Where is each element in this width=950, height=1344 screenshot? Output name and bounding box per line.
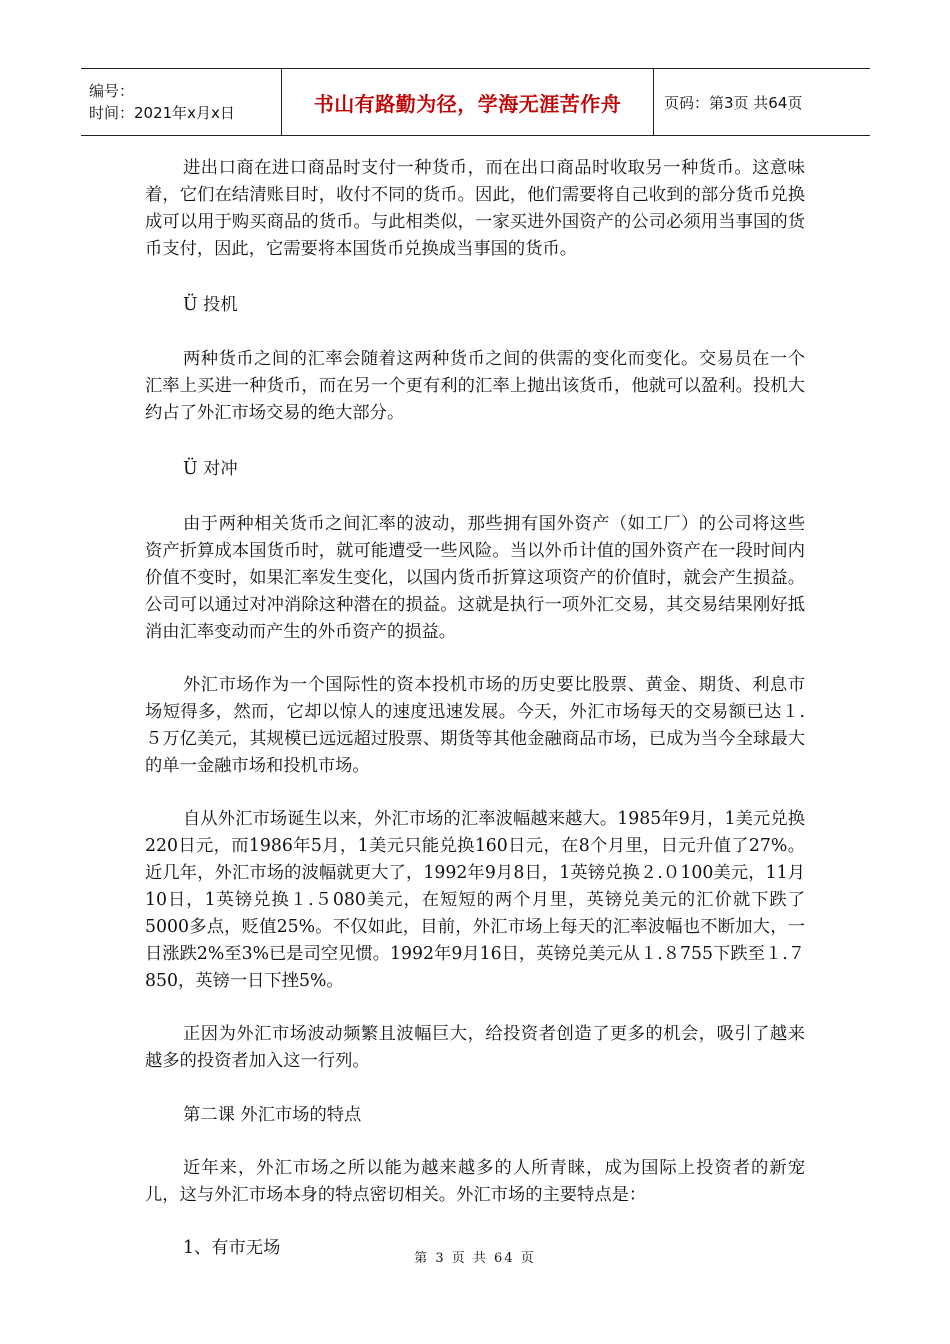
document-body (145, 155, 805, 1262)
page-footer: 第 3 页 共 64 页 (414, 1251, 536, 1266)
page-header (81, 68, 870, 136)
section-bullet-hedging: Ü 对冲 (183, 459, 238, 479)
paragraph: 两种货币之间的汇率会随着这两种货币之间的供需的变化而变化。交易员在一个汇率上买进一种货币，而在另一个更有利的汇率上抛出该货币，他就可以盈利。投机大约占了外汇市场交易的绝大部分。 (145, 349, 805, 423)
paragraph: 外汇市场作为一个国际性的资本投机市场的历史要比股票、黄金、期货、利息市场短得多，然而，它却以惊人的速度迅速发展。今天，外汇市场每天的交易额已达１.５万亿美元，其规模已远远超过股票、期货等其他金融商品市场，已成为当今全球最大的单一金融市场和投机市场。 (145, 675, 805, 776)
section-bullet-speculation: Ü 投机 (183, 295, 238, 315)
paragraph: 近年来，外汇市场之所以能为越来越多的人所青睐，成为国际上投资者的新宠儿，这与外汇市场本身的特点密切相关。外汇市场的主要特点是： (145, 1158, 805, 1205)
header-motto-cell (282, 69, 654, 135)
document-number-label: 编号： (89, 82, 135, 100)
subheading: 1、有市无场 (183, 1238, 281, 1258)
paragraph: 由于两种相关货币之间汇率的波动，那些拥有国外资产（如工厂）的公司将这些资产折算成本国货币时，就可能遭受一些风险。当以外币计值的国外资产在一段时间内价值不变时，如果汇率发生变化，以国内货币折算这项资产的价值时，就会产生损益。公司可以通过对冲消除这种潜在的损益。这就是执行一项外汇交易，其交易结果刚好抵消由汇率变动而产生的外币资产的损益。 (145, 514, 805, 642)
paragraph: 自从外汇市场诞生以来，外汇市场的汇率波幅越来越大。1985年9月，1美元兑换220日元，而1986年5月，1美元只能兑换160日元，在8个月里，日元升值了27%。近几年，外汇市场的波幅就更大了，1992年9月8日，1英镑兑换２.０100美元，11月10日，1英镑兑换１.５080美元，在短短的两个月里，英镑兑美元的汇价就下跌了5000多点，贬值25%。不仅如此，目前，外汇市场上每天的汇率波幅也不断加大，一日涨跌2%至3%已是司空见惯。1992年9月16日，英镑兑美元从１.８755下跌至１.７850，英镑一日下挫5%。 (145, 809, 805, 991)
document-time-label: 时间：2021年x月x日 (89, 104, 235, 122)
header-motto: 书山有路勤为径，学海无涯苦作舟 (313, 91, 622, 116)
header-meta (81, 69, 282, 135)
lesson-heading: 第二课 外汇市场的特点 (183, 1105, 362, 1125)
paragraph: 进出口商在进口商品时支付一种货币，而在出口商品时收取另一种货币。这意味着，它们在结清账目时，收付不同的货币。因此，他们需要将自己收到的部分货币兑换成可以用于购买商品的货币。与此相类似，一家买进外国资产的公司必须用当事国的货币支付，因此，它需要将本国货币兑换成当事国的货币。 (145, 158, 805, 259)
header-page-info-cell (654, 69, 870, 135)
header-page-info: 页码：第3页 共64页 (664, 93, 803, 112)
paragraph: 正因为外汇市场波动频繁且波幅巨大，给投资者创造了更多的机会，吸引了越来越多的投资者加入这一行列。 (145, 1024, 805, 1071)
